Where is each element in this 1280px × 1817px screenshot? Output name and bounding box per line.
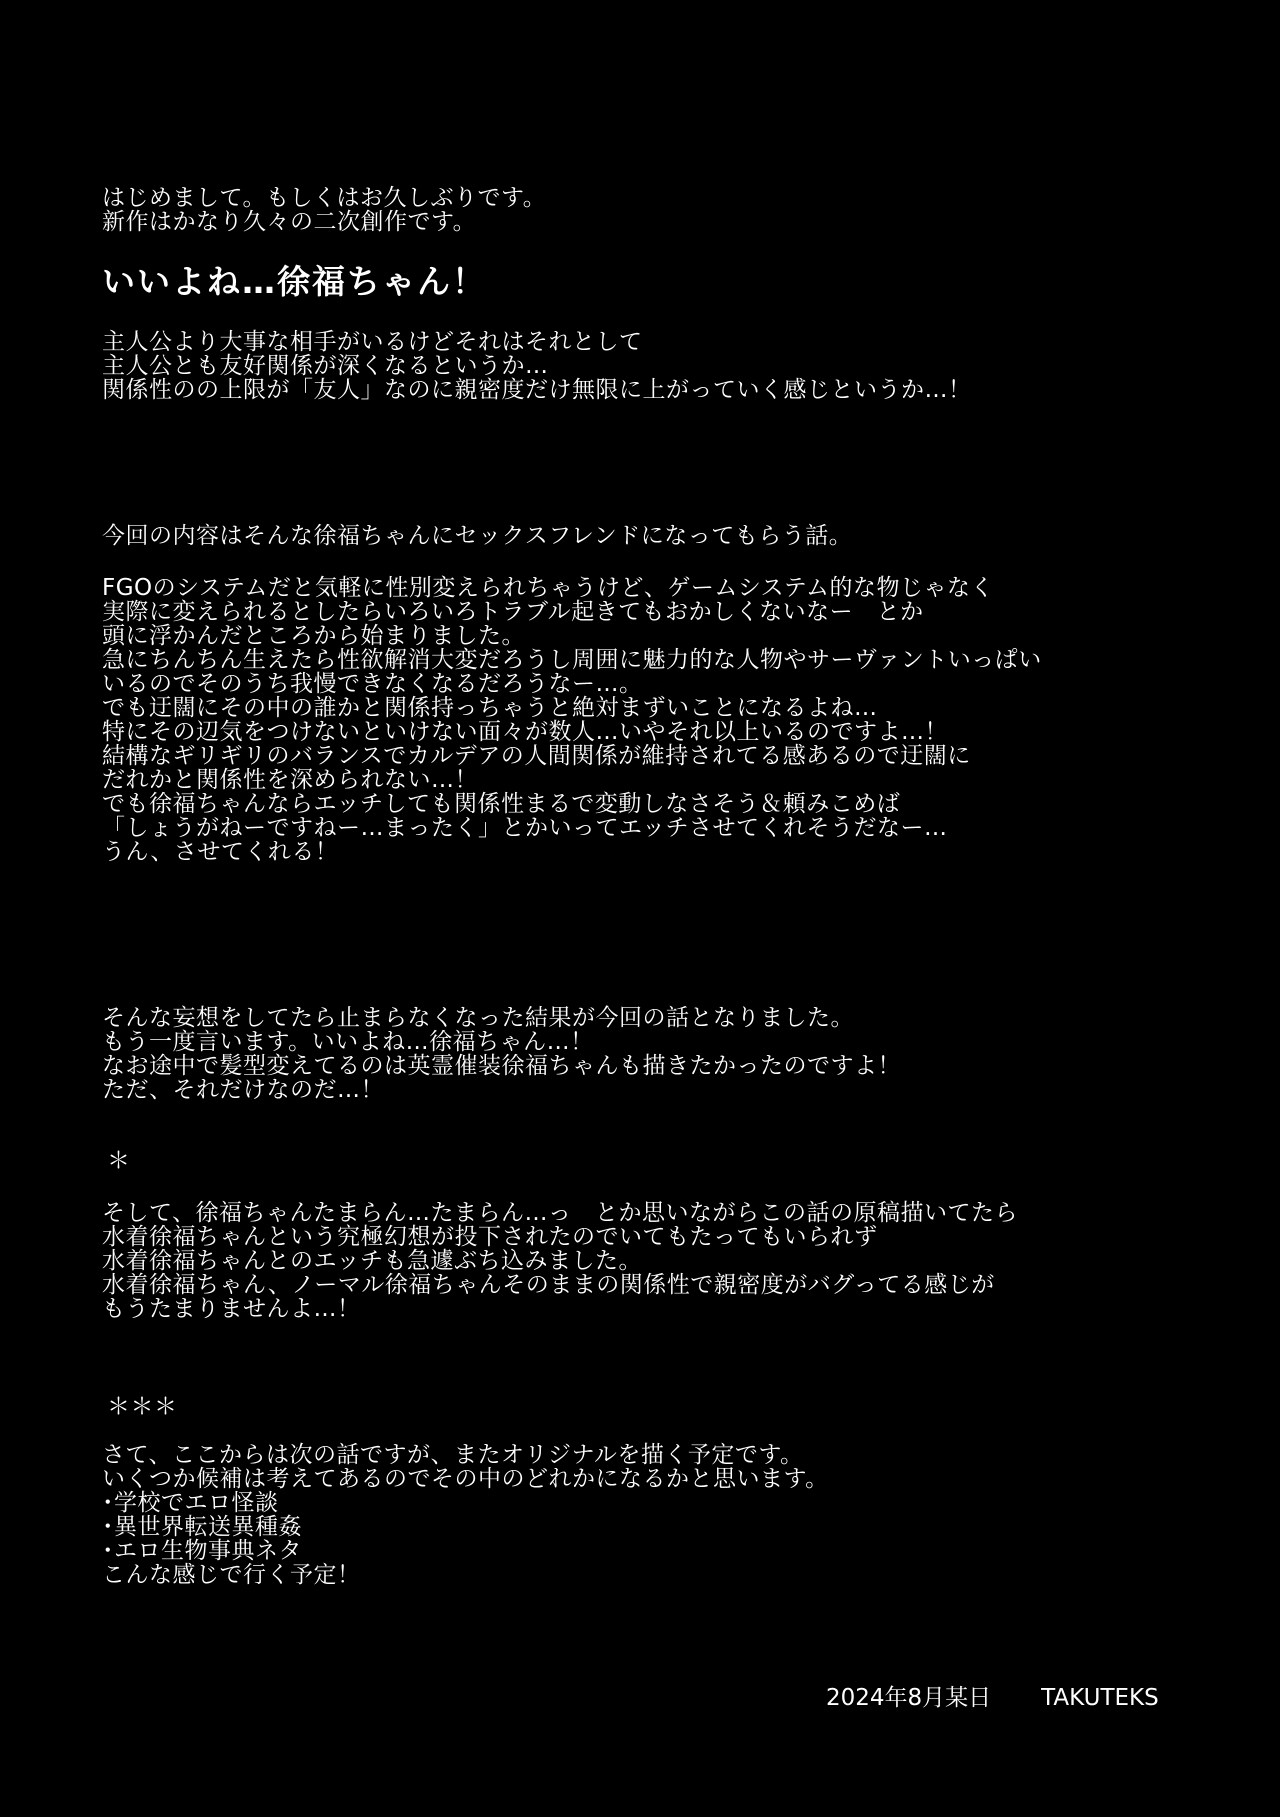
text-line: 「しょうがねーですねー…まったく」とかいってエッチさせてくれそうだなー… bbox=[102, 815, 948, 841]
text-line: でも迂闊にその中の誰かと関係持っちゃうと絶対まずいことになるよね… bbox=[102, 695, 878, 721]
section-2-lead bbox=[102, 524, 1220, 548]
text-line: もうたまりませんよ…！ bbox=[102, 1296, 361, 1322]
intro-paragraph bbox=[102, 186, 1220, 234]
text-line: 今回の内容はそんな徐福ちゃんにセックスフレンドになってもらう話。 bbox=[102, 523, 853, 549]
intro-line: はじめまして。もしくはお久しぶりです。 bbox=[102, 185, 547, 211]
text-line: ただ、それだけなのだ…！ bbox=[102, 1077, 384, 1103]
page-heading-block bbox=[102, 262, 1220, 302]
text-line: いるのでそのうち我慢できなくなるだろうなー…。 bbox=[102, 671, 643, 697]
triple-asterisk-separator bbox=[107, 1395, 1220, 1419]
list-item: ･エロ生物事典ネタ bbox=[102, 1538, 302, 1564]
text-line: FGOのシステムだと気軽に性別変えられちゃうけど、ゲームシステム的な物じゃなく bbox=[102, 575, 995, 601]
text-line: 頭に浮かんだところから始まりました。 bbox=[102, 623, 525, 649]
intro-line: 新作はかなり久々の二次創作です。 bbox=[102, 209, 477, 235]
asterisk-text: ＊ bbox=[107, 1148, 131, 1174]
text-line: 急にちんちん生えたら性欲解消大変だろうし周囲に魅力的な人物やサーヴァントいっぱい bbox=[102, 647, 1042, 673]
section-2-paragraph bbox=[102, 576, 1220, 864]
text-line: 関係性のの上限が「友人」なのに親密度だけ無限に上がっていく感じというか…！ bbox=[102, 377, 972, 403]
text-line: 主人公とも友好関係が深くなるというか… bbox=[102, 353, 549, 379]
asterisk-text: ＊＊＊ bbox=[107, 1394, 178, 1420]
text-line: 実際に変えられるとしたらいろいろトラブル起きてもおかしくないなー とか bbox=[102, 599, 924, 625]
signature-author: TAKUTEKS bbox=[1041, 1685, 1159, 1711]
text-line: なお途中で髪型変えてるのは英霊催装徐福ちゃんも描きたかったのですよ！ bbox=[102, 1053, 901, 1079]
text-line: 主人公より大事な相手がいるけどそれはそれとして bbox=[102, 329, 643, 355]
section-4-paragraph bbox=[102, 1201, 1220, 1321]
text-line: 水着徐福ちゃんという究極幻想が投下されたのでいてもたってもいられず bbox=[102, 1224, 878, 1250]
text-line: 水着徐福ちゃん、ノーマル徐福ちゃんそのままの関係性で親密度がバグってる感じが bbox=[102, 1272, 995, 1298]
text-line: だれかと関係性を深められない…！ bbox=[102, 767, 478, 793]
section-1-paragraph bbox=[102, 330, 1220, 402]
list-item: ･異世界転送異種姦 bbox=[102, 1514, 302, 1540]
text-line: いくつか候補は考えてあるのでその中のどれかになるかと思います。 bbox=[102, 1466, 829, 1492]
text-line: そして、徐福ちゃんたまらん…たまらん…っ とか思いながらこの話の原稿描いてたら bbox=[102, 1200, 1019, 1226]
section-5-paragraph bbox=[102, 1443, 1220, 1587]
signature bbox=[826, 1683, 1159, 1713]
text-line: もう一度言います。いいよね…徐福ちゃん…！ bbox=[102, 1029, 594, 1055]
section-3-paragraph bbox=[102, 1006, 1220, 1102]
page-heading: いいよね…徐福ちゃん！ bbox=[102, 262, 487, 301]
text-line: 水着徐福ちゃんとのエッチも急遽ぶち込みました。 bbox=[102, 1248, 643, 1274]
text-line: こんな感じで行く予定！ bbox=[102, 1562, 361, 1588]
text-line: うん、させてくれる！ bbox=[102, 839, 339, 865]
text-line: 特にその辺気をつけないといけない面々が数人…いやそれ以上いるのですよ…！ bbox=[102, 719, 948, 745]
asterisk-separator bbox=[107, 1149, 1220, 1173]
list-item: ･学校でエロ怪談 bbox=[102, 1490, 279, 1516]
text-line: 結構なギリギリのバランスでカルデアの人間関係が維持されてる感あるので迂闊に bbox=[102, 743, 971, 769]
signature-date: 2024年8月某日 bbox=[826, 1685, 992, 1711]
text-line: さて、ここからは次の話ですが、またオリジナルを描く予定です。 bbox=[102, 1442, 804, 1468]
text-line: そんな妄想をしてたら止まらなくなった結果が今回の話となりました。 bbox=[102, 1005, 854, 1031]
text-line: でも徐福ちゃんならエッチしても関係性まるで変動しなさそう＆頼みこめば bbox=[102, 791, 901, 817]
